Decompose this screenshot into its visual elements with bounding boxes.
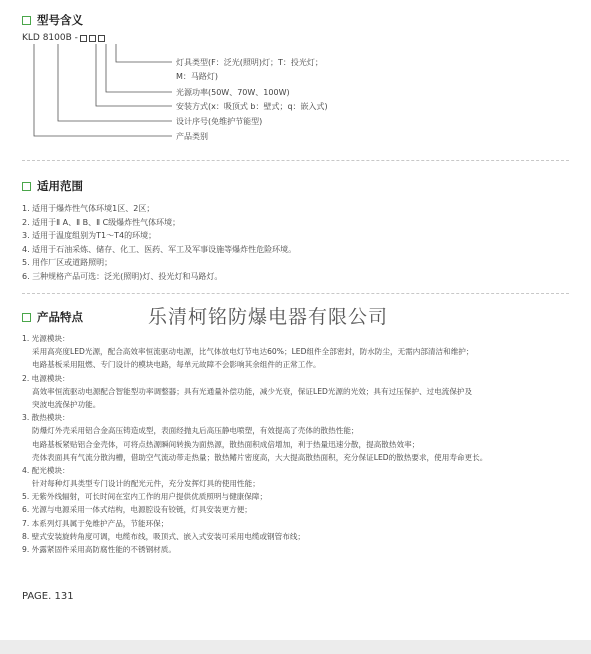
feature-line: 突波电流保护功能。 <box>32 399 101 409</box>
list-item: 5. 用作厂区或道路照明； <box>22 258 113 267</box>
feature-line: 8. 壁式安装旋转角度可调，电缆布线，吸顶式、嵌入式安装可采用电缆或钢管布线； <box>22 531 306 541</box>
square-bullet-icon <box>22 313 31 322</box>
feature-line: 采用高亮度LED光源，配合高效率恒流驱动电源，比气体放电灯节电达60%；LED组件全部密封，防水防尘，无需内部清洁和维护； <box>32 347 474 357</box>
model-code-text: KLD 8100B - <box>22 33 78 43</box>
list-item: 1. 适用于爆炸性气体环境1区、2区； <box>22 204 155 213</box>
label-power: 光源功率(50W、70W、100W) <box>176 88 290 97</box>
connector-line-category <box>34 44 172 136</box>
section-title-features: 产品特点 <box>37 310 83 324</box>
features-list <box>22 332 582 556</box>
list-item: 2. 适用于Ⅱ A、Ⅱ B、Ⅱ C级爆炸性气体环境； <box>22 217 181 227</box>
code-box-3 <box>98 35 105 42</box>
divider <box>22 293 569 294</box>
divider <box>22 160 569 161</box>
feature-line: 壳体表面具有气流分散沟槽，借助空气流动带走热量；散热鳍片密度高，大大提高散热面积，充分保证LED的散热要求，使用寿命更长。 <box>32 452 488 462</box>
label-install: 安装方式(x：吸顶式 b：壁式；q：嵌入式) <box>176 102 328 111</box>
feature-line: 电路基板紧贴铝合金壳体，可将点热源瞬间转换为面热源，散热面积成倍增加，利于热量迅速分散，提高散热效率； <box>32 439 420 449</box>
connector-line-design <box>58 44 172 121</box>
page-number: PAGE. 131 <box>22 591 74 602</box>
feature-line: 3. 散热模块： <box>22 413 70 423</box>
feature-line: 电路基板采用阻燃、专门设计的模块电路，每单元故障不会影响其余组件的正常工作。 <box>32 360 321 370</box>
feature-line: 9. 外露紧固件采用高防腐性能的不锈钢材质。 <box>22 545 176 554</box>
model-code <box>22 33 105 43</box>
section-title-scope: 适用范围 <box>37 179 83 193</box>
list-item: 3. 适用于温度组别为T1～T4的环境； <box>22 231 157 240</box>
feature-line: 4. 配光模块： <box>22 465 70 475</box>
label-lamp-type: 灯具类型(F：泛光(照明)灯；T：投光灯； <box>176 58 323 67</box>
label-design: 设计序号(免维护节能型) <box>176 117 263 126</box>
list-item: 4. 适用于石油采炼、储存、化工、医药、军工及军事设施等爆炸性危险环境。 <box>22 244 297 254</box>
connector-line-power <box>106 44 172 92</box>
code-box-1 <box>80 35 87 42</box>
feature-line: 高效率恒流驱动电源配合智能型功率调整器；具有光通量补偿功能，减少光衰，保证LED光源的光效；具有过压保护、过电流保护及 <box>32 386 473 396</box>
feature-line: 6. 光源与电源采用一体式结构，电源腔设有铰链，灯具安装更方便； <box>22 505 252 515</box>
list-item: 6. 三种规格产品可选：泛光(照明)灯、投光灯和马路灯。 <box>22 271 223 281</box>
code-box-2 <box>89 35 96 42</box>
connector-line-type <box>116 44 172 62</box>
feature-line: 1. 光源模块： <box>22 334 70 343</box>
label-category: 产品类别 <box>176 132 208 141</box>
feature-line: 防爆灯外壳采用铝合金高压铸造成型，表面经抛丸后高压静电喷塑，有效提高了壳体的散热性能； <box>32 426 359 436</box>
footer-bar <box>0 640 591 654</box>
square-bullet-icon <box>22 16 31 25</box>
label-lamp-type-cont: M：马路灯) <box>176 72 219 81</box>
square-bullet-icon <box>22 182 31 191</box>
connector-line-install <box>96 44 172 106</box>
section-title-model: 型号含义 <box>37 13 83 27</box>
section-header-model <box>22 12 83 28</box>
section-header-scope <box>22 178 83 194</box>
feature-line: 针对每种灯具类型专门设计的配光元件，充分发挥灯具的使用性能； <box>32 479 260 489</box>
model-code-diagram <box>0 0 591 160</box>
section-header-features <box>22 309 83 325</box>
feature-line: 7. 本系列灯具属于免维护产品，节能环保； <box>22 518 169 528</box>
feature-line: 2. 电源模块： <box>22 373 70 383</box>
scope-list <box>22 202 296 283</box>
company-watermark: 乐清柯铭防爆电器有限公司 <box>148 306 389 328</box>
feature-line: 5. 无紫外线辐射，可长时间在室内工作的用户提供优质照明与健康保障； <box>22 492 268 502</box>
